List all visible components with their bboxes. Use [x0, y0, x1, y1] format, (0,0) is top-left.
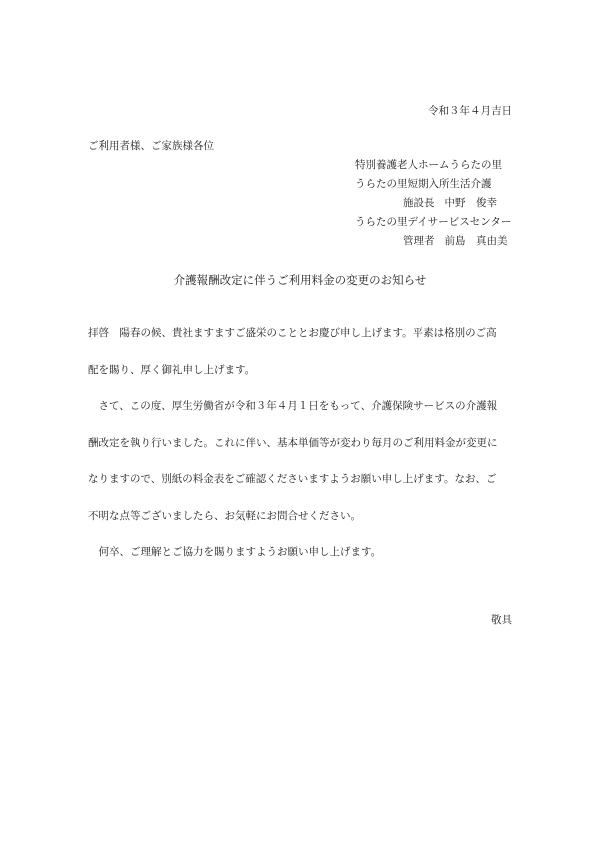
body-line: 拝啓 陽春の候、貴社ますますご盛栄のこととお慶び申し上げます。平素は格別のご高	[88, 327, 497, 339]
manager-title: 管理者	[403, 235, 435, 247]
sender-block	[355, 156, 525, 251]
body-line: 不明な点等ございましたら、お気軽にお問合せください。	[88, 509, 361, 522]
sender-manager	[355, 232, 525, 251]
sender-director	[355, 194, 525, 213]
body-line: なりますので、別紙の料金表をご確認くださいますようお願い申し上げます。なお、ご	[88, 473, 497, 485]
closing-phrase: 敬具	[491, 614, 512, 626]
letter-date: 令和３年４月吉日	[428, 105, 512, 117]
director-title: 施設長	[403, 197, 435, 209]
manager-name: 前島 真由美	[444, 235, 508, 247]
director-name: 中野 俊幸	[444, 197, 497, 209]
body-line: さて、この度、厚生労働省が令和３年４月１日をもって、介護保険サービスの介護報	[88, 400, 498, 412]
sender-facility-3: うらたの里デイサービスセンター	[355, 216, 512, 228]
notice-title: 介護報酬改定に伴うご利用料金の変更のお知らせ	[173, 273, 427, 287]
sender-facility-1: 特別養護老人ホームうらたの里	[355, 159, 502, 171]
body-line: 酬改定を執り行いました。これに伴い、基本単価等が変わり毎月のご利用料金が変更に	[88, 436, 498, 449]
sender-facility-2: うらたの里短期入所生活介護	[355, 178, 492, 190]
addressee: ご利用者様、ご家族様各位	[88, 140, 214, 152]
body-line: 配を賜り、厚く御礼申し上げます。	[88, 363, 256, 376]
body-line: 何卒、ご理解とご協力を賜りますようお願い申し上げます。	[88, 546, 382, 558]
letter-body	[88, 324, 518, 580]
